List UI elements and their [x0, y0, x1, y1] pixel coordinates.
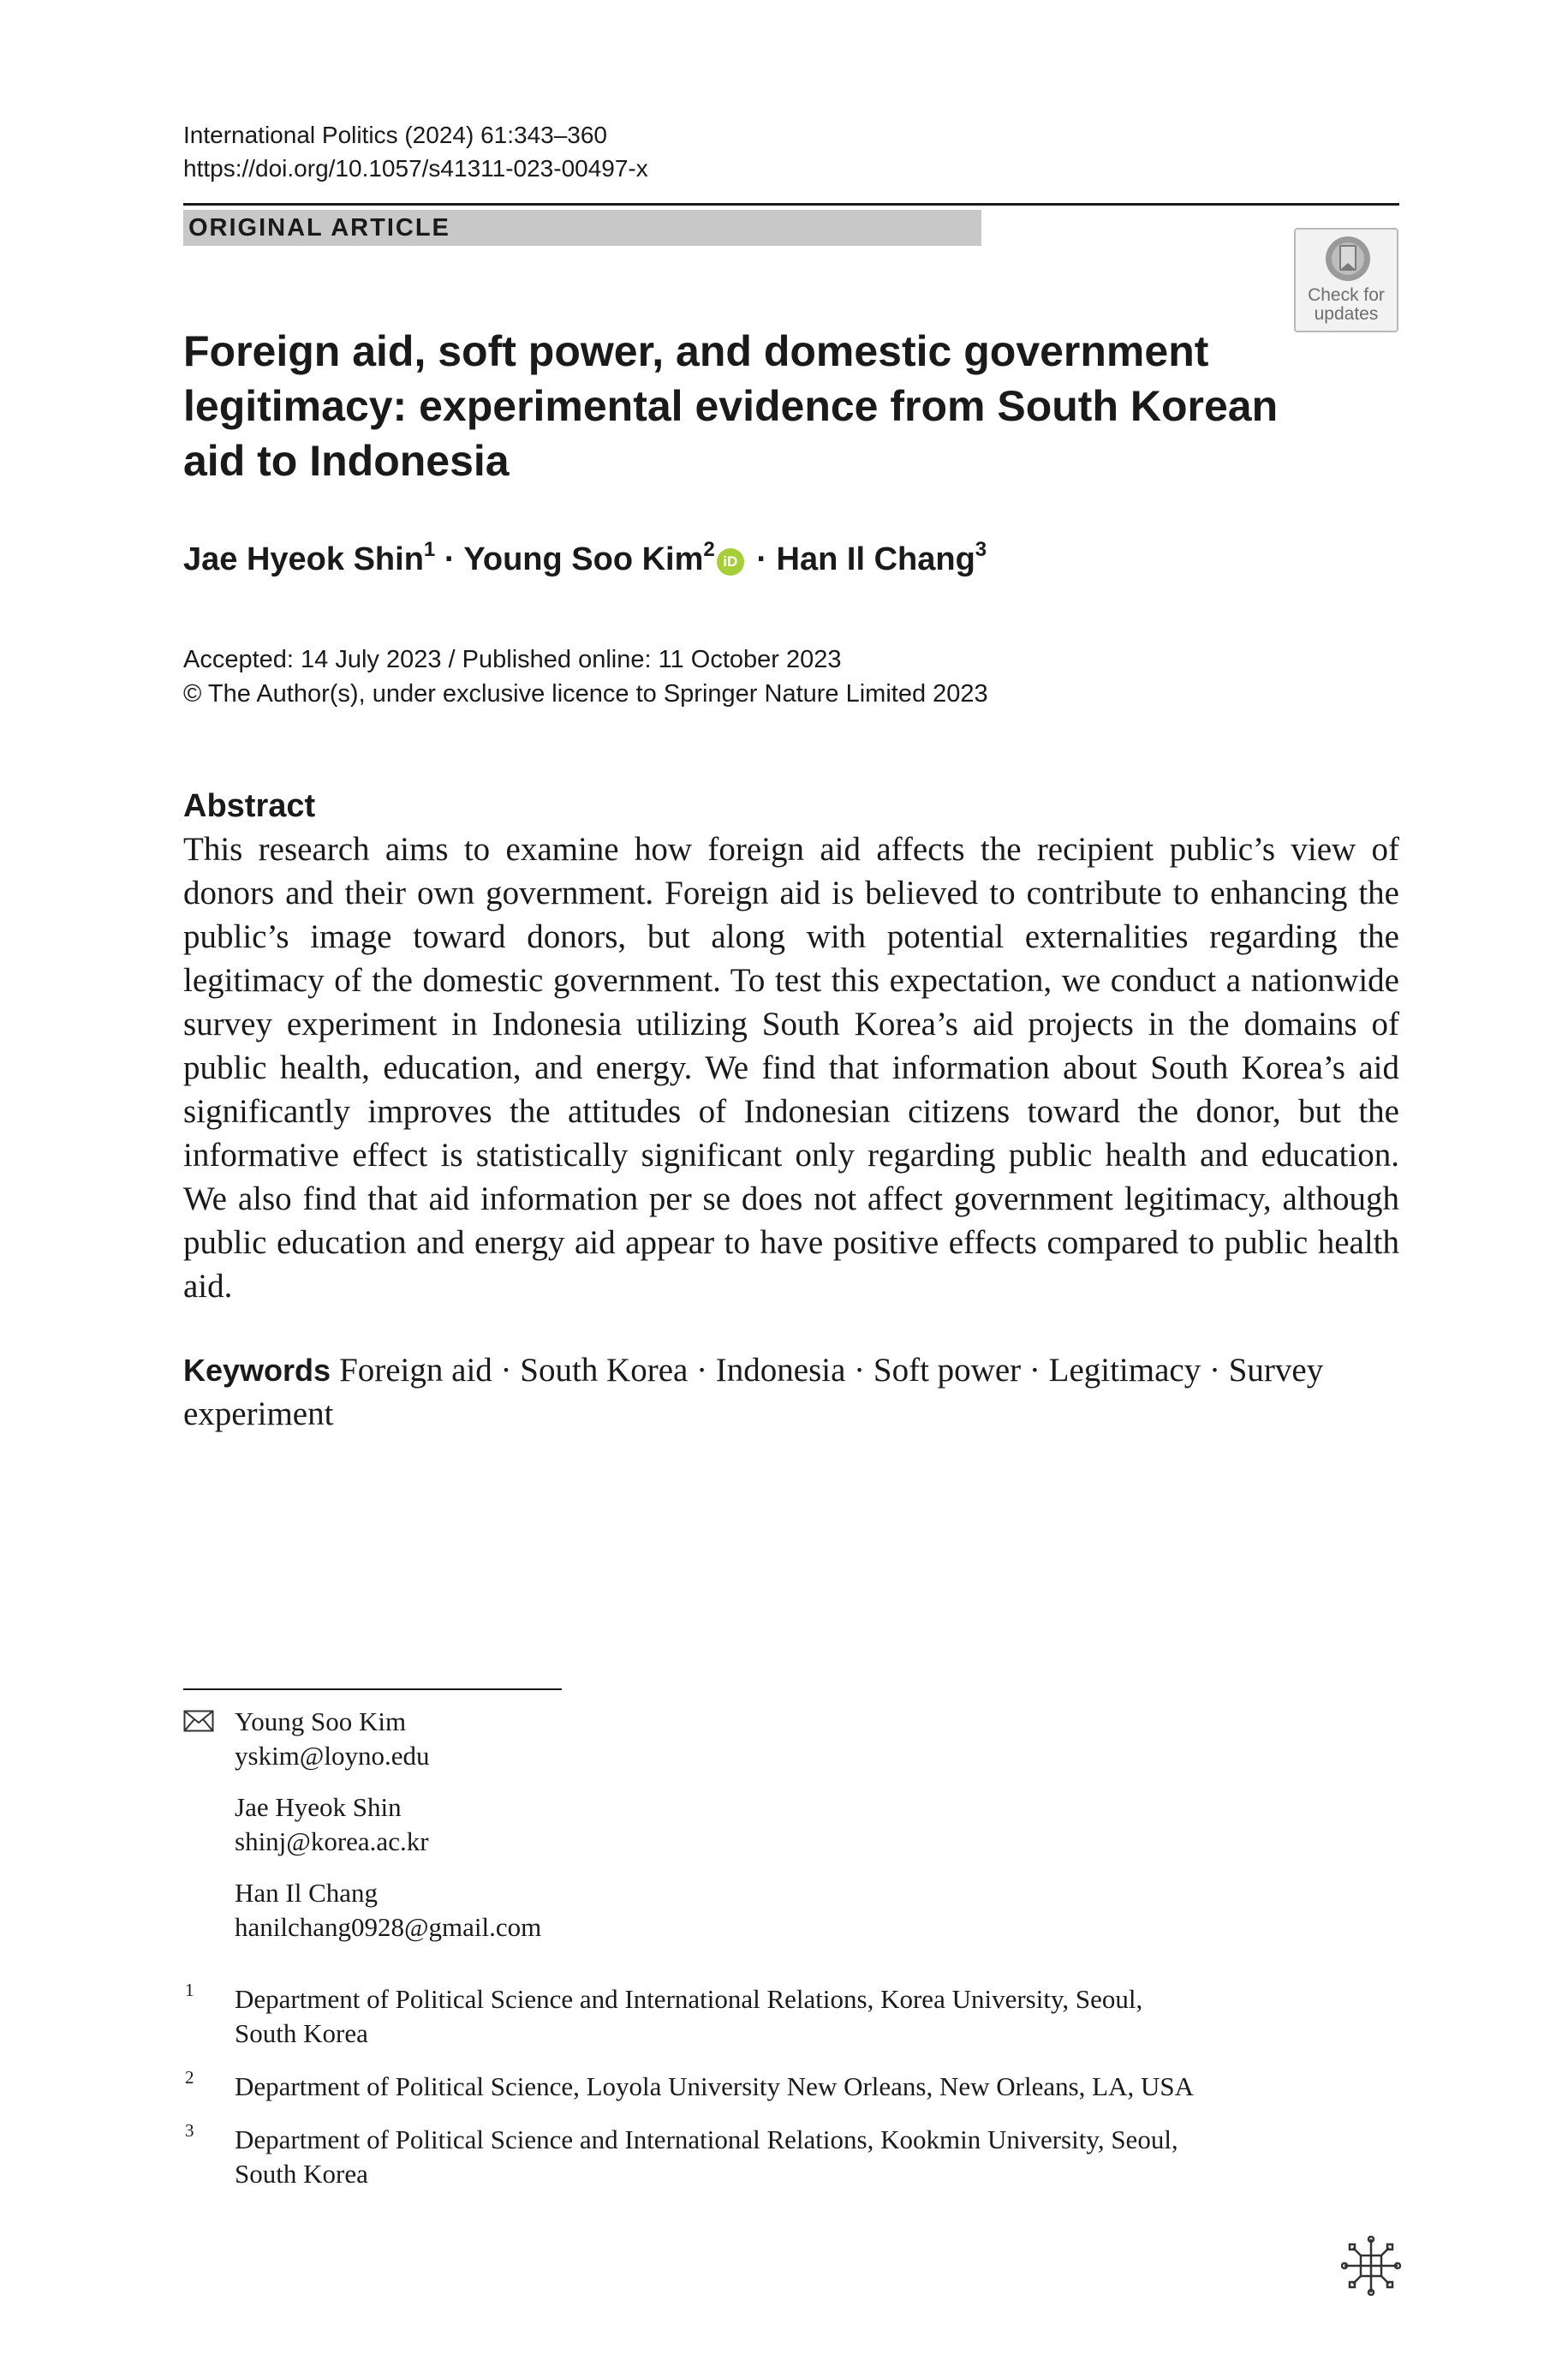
author-separator: ·	[747, 541, 777, 577]
check-for-updates-badge[interactable]	[1294, 228, 1398, 332]
publication-dates	[183, 642, 988, 711]
author-name: Jae Hyeok Shin	[183, 541, 424, 577]
contact-name: Han Il Chang	[235, 1878, 379, 1908]
affiliation-entry	[235, 2123, 1348, 2191]
contact-email[interactable]: shinj@korea.ac.kr	[235, 1826, 429, 1856]
keywords-text: Foreign aid · South Korea · Indonesia · Soft power · Legitimacy · Survey experiment	[183, 1352, 1324, 1432]
orcid-icon[interactable]: iD	[717, 548, 744, 576]
contact-entry	[235, 1790, 429, 1859]
journal-line: International Politics (2024) 61:343–360	[183, 122, 608, 148]
accepted-published-line: Accepted: 14 July 2023 / Published online: 11 October 2023	[183, 646, 842, 673]
springer-logo-icon	[1341, 2236, 1401, 2296]
contact-name: Jae Hyeok Shin	[235, 1792, 402, 1822]
journal-citation	[183, 118, 648, 185]
article-type-banner: ORIGINAL ARTICLE	[183, 210, 981, 246]
keywords	[183, 1348, 1399, 1436]
contact-name: Young Soo Kim	[235, 1706, 407, 1736]
abstract-heading: Abstract	[183, 788, 316, 824]
author-separator: ·	[435, 541, 464, 577]
author-list	[183, 538, 987, 581]
affiliation-line: Department of Political Science and International Relations, Korea University, Seoul,	[235, 1984, 1143, 2014]
doi-link[interactable]: https://doi.org/10.1057/s41311-023-00497-x	[183, 155, 648, 182]
contact-email[interactable]: hanilchang0928@gmail.com	[235, 1912, 542, 1942]
crossmark-icon	[1324, 235, 1372, 284]
affiliation-number: 2	[185, 2067, 194, 2088]
affiliation-line: South Korea	[235, 2018, 368, 2048]
check-updates-label: Check for updates	[1308, 285, 1385, 324]
article-title: Foreign aid, soft power, and domestic government legitimacy: experimental evidence from South Korean aid to Indonesia	[183, 327, 1279, 485]
author-name: Han Il Chang	[776, 541, 975, 577]
keywords-label: Keywords	[183, 1353, 331, 1388]
envelope-icon	[183, 1710, 214, 1732]
contact-entry	[235, 1876, 541, 1945]
affiliation-entry	[235, 2070, 1348, 2104]
author-name: Young Soo Kim	[463, 541, 704, 577]
footnote-rule	[183, 1688, 562, 1690]
affiliation-number: 3	[185, 2120, 194, 2141]
contact-entry	[235, 1705, 429, 1773]
affiliation-line: South Korea	[235, 2159, 368, 2189]
affiliation-line: Department of Political Science, Loyola University New Orleans, New Orleans, LA, USA	[235, 2071, 1195, 2101]
top-rule	[183, 203, 1399, 206]
abstract-text: This research aims to examine how foreign aid affects the recipient public’s view of donors and their own government. Foreign aid is believed to contribute to enhancing the public’s image toward donors, but along with potential externalities regarding the legitimacy of the domestic government. To test this expectation, we conduct a nationwide survey experiment in Indonesia utilizing South Korea’s aid projects in the domains of public health, education, and energy. We find that information about South Korea’s aid significantly improves the attitudes of Indonesian citizens toward the donor, but the informative effect is statistically significant only regarding public health and education. We also find that aid information per se does not affect government legitimacy, although public education and energy aid appear to have positive effects compared to public health aid.	[183, 831, 1399, 1305]
affiliation-entry	[235, 1982, 1348, 2051]
author-affiliation-mark: 1	[423, 538, 436, 561]
affiliation-number: 1	[185, 1980, 194, 2000]
author-affiliation-mark: 2	[703, 538, 715, 561]
copyright-line: © The Author(s), under exclusive licence to Springer Nature Limited 2023	[183, 680, 988, 708]
contact-email[interactable]: yskim@loyno.edu	[235, 1741, 430, 1771]
affiliation-line: Department of Political Science and International Relations, Kookmin University, Seoul,	[235, 2124, 1178, 2154]
author-affiliation-mark: 3	[975, 538, 987, 561]
